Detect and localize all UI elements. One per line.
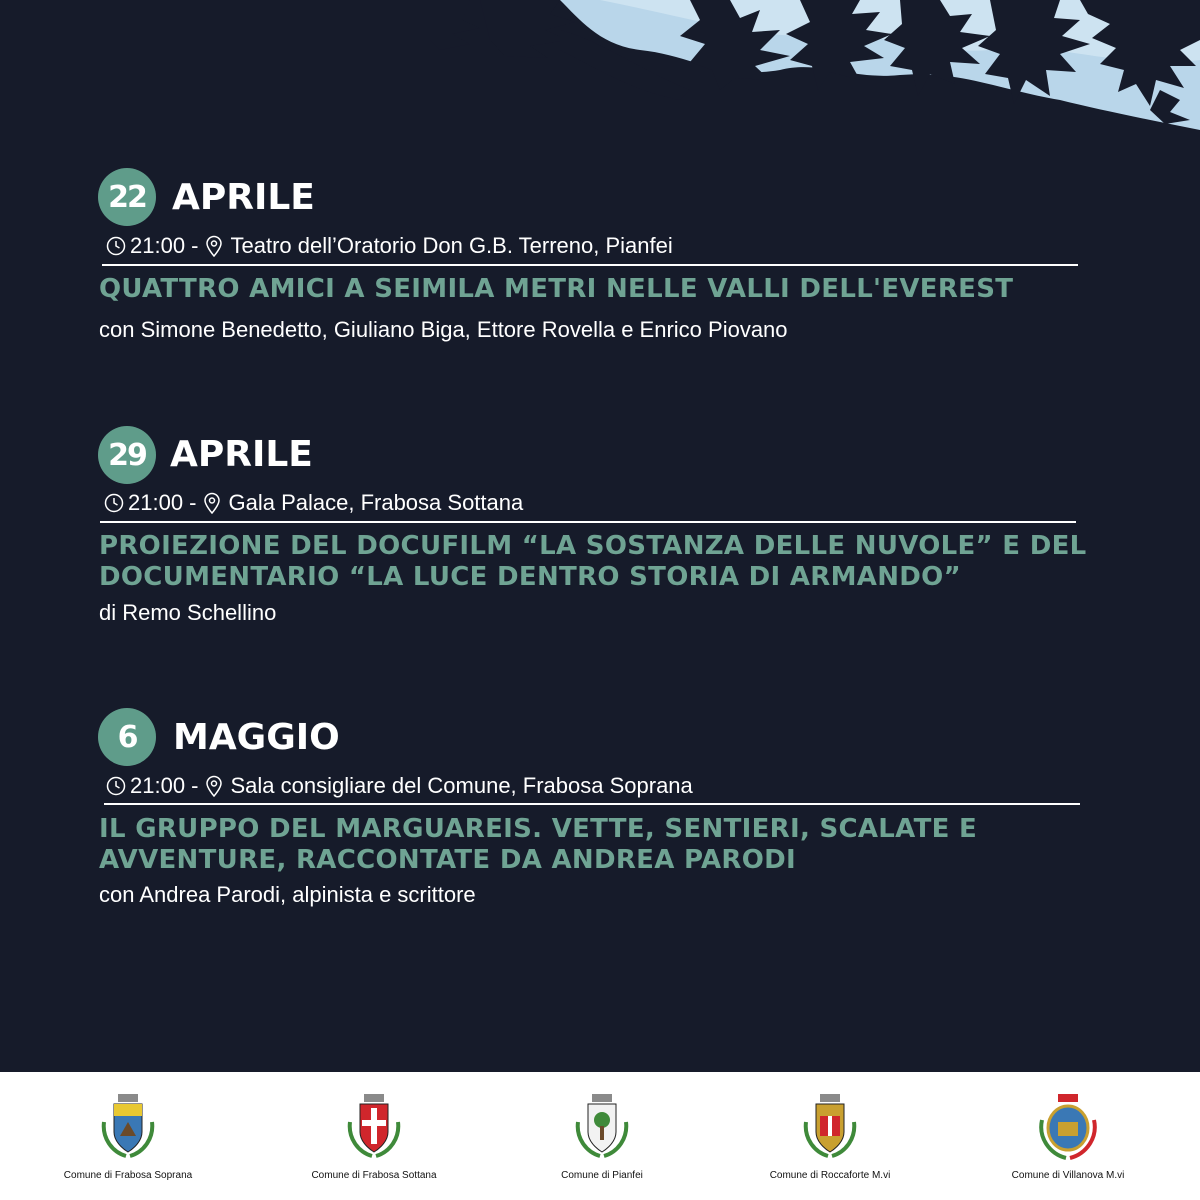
event-month: APRILE — [170, 434, 313, 475]
clock-icon — [106, 236, 126, 256]
coat-of-arms-icon — [96, 1092, 160, 1162]
logo-label: Comune di Frabosa Soprana — [63, 1170, 193, 1181]
coat-of-arms-icon — [1032, 1092, 1104, 1162]
logo-pianfei — [522, 1092, 682, 1181]
logo-label: Comune di Villanova M.vi — [1011, 1170, 1125, 1181]
event-location: Sala consigliare del Comune, Frabosa Soprana — [230, 773, 693, 798]
footer-logos — [0, 1072, 1200, 1200]
event-subtitle: con Andrea Parodi, alpinista e scrittore — [99, 882, 476, 907]
event-title — [99, 531, 1087, 593]
divider — [100, 521, 1076, 523]
event-location: Gala Palace, Frabosa Sottana — [228, 490, 524, 515]
event-info — [104, 492, 523, 514]
event-time: 21:00 - — [130, 233, 199, 258]
event-time: 21:00 - — [130, 773, 199, 798]
date-badge: 29 — [98, 426, 156, 484]
date-badge: 6 — [98, 708, 156, 766]
event-location: Teatro dell’Oratorio Don G.B. Terreno, Pianfei — [230, 233, 673, 258]
divider — [104, 803, 1080, 805]
clock-icon — [104, 493, 124, 513]
logo-villanova — [988, 1092, 1148, 1181]
event-title-line: IL GRUPPO DEL MARGUAREIS. VETTE, SENTIERI, SCALATE E — [99, 814, 978, 844]
logo-label: Comune di Pianfei — [561, 1170, 643, 1181]
event-title-line: DOCUMENTARIO “LA LUCE DENTRO STORIA DI ARMANDO” — [99, 562, 961, 592]
date-badge: 22 — [98, 168, 156, 226]
event-month: MAGGIO — [173, 717, 340, 758]
logo-frabosa-sottana — [294, 1092, 454, 1181]
map-pin-icon — [203, 492, 221, 514]
event-title-line: PROIEZIONE DEL DOCUFILM “LA SOSTANZA DELLE NUVOLE” E DEL — [99, 531, 1087, 561]
coat-of-arms-icon — [570, 1092, 634, 1162]
logo-roccaforte — [750, 1092, 910, 1181]
logo-label: Comune di Frabosa Sottana — [311, 1170, 437, 1181]
event-info — [106, 235, 673, 257]
map-pin-icon — [205, 775, 223, 797]
event-time: 21:00 - — [128, 490, 197, 515]
logo-label: Comune di Roccaforte M.vi — [769, 1170, 891, 1181]
event-title — [99, 274, 1013, 305]
logo-frabosa-soprana — [48, 1092, 208, 1181]
map-pin-icon — [205, 235, 223, 257]
coat-of-arms-icon — [342, 1092, 406, 1162]
event-subtitle: di Remo Schellino — [99, 600, 277, 625]
event-title-line: AVVENTURE, RACCONTATE DA ANDREA PARODI — [99, 845, 796, 875]
event-title-line: QUATTRO AMICI A SEIMILA METRI NELLE VALLI DELL'EVEREST — [99, 274, 1014, 304]
coat-of-arms-icon — [798, 1092, 862, 1162]
clock-icon — [106, 776, 126, 796]
event-month: APRILE — [172, 177, 315, 218]
divider — [102, 264, 1078, 266]
forest-header-image — [0, 0, 1200, 140]
event-info — [106, 775, 693, 797]
event-title — [99, 814, 977, 876]
event-subtitle: con Simone Benedetto, Giuliano Biga, Ettore Rovella e Enrico Piovano — [99, 317, 788, 342]
